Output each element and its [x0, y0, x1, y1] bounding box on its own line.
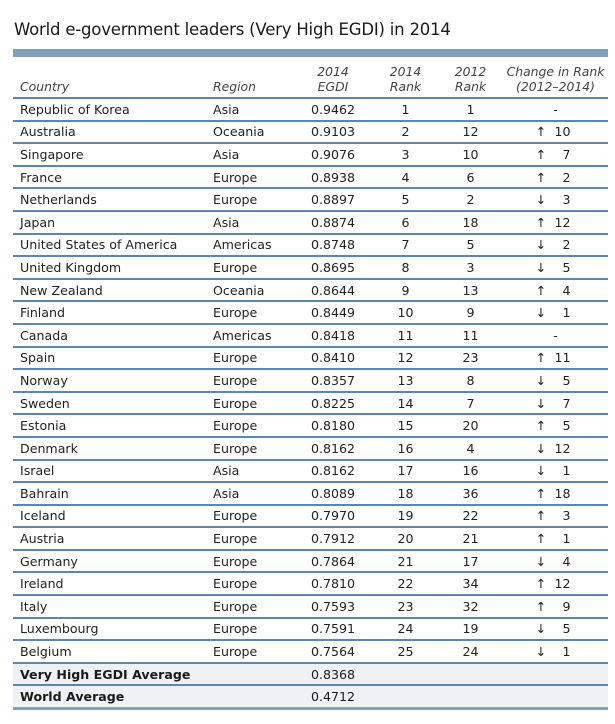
cell-rank-2014: 3 — [373, 143, 438, 166]
arrow-down-icon: ↓ — [535, 553, 547, 569]
cell-region: Asia — [213, 143, 293, 166]
table-row — [13, 347, 608, 370]
arrow-down-icon: ↓ — [535, 644, 547, 660]
change-value: 1 — [562, 644, 571, 660]
footer-empty — [373, 663, 438, 686]
cell-change — [503, 595, 608, 618]
table-row — [13, 324, 608, 347]
change-value: 9 — [562, 598, 571, 614]
cell-egdi: 0.8748 — [293, 234, 373, 257]
cell-country: Germany — [13, 550, 213, 573]
arrow-up-icon: ↑ — [535, 598, 547, 614]
arrow-up-icon: ↑ — [535, 418, 547, 434]
table-row — [13, 527, 608, 550]
cell-region: Europe — [213, 392, 293, 415]
change-value: 4 — [562, 553, 571, 569]
egdi-leaders-table — [13, 64, 608, 710]
cell-region: Europe — [213, 414, 293, 437]
footer-egdi: 0.8368 — [293, 663, 373, 686]
col-header-rank-2014: 2014 Rank — [373, 64, 438, 98]
arrow-up-icon: ↑ — [535, 214, 547, 230]
cell-egdi: 0.8162 — [293, 460, 373, 483]
cell-change — [503, 279, 608, 302]
cell-rank-2012: 23 — [438, 347, 503, 370]
arrow-up-icon: ↑ — [535, 350, 547, 366]
cell-rank-2014: 16 — [373, 437, 438, 460]
cell-rank-2014: 15 — [373, 414, 438, 437]
footer-empty — [503, 663, 608, 686]
change-value: 7 — [562, 146, 571, 162]
cell-rank-2012: 6 — [438, 166, 503, 189]
cell-region: Europe — [213, 595, 293, 618]
change-value: 2 — [562, 169, 571, 185]
cell-rank-2012: 9 — [438, 301, 503, 324]
cell-rank-2012: 36 — [438, 482, 503, 505]
cell-region: Europe — [213, 505, 293, 528]
cell-egdi: 0.8897 — [293, 188, 373, 211]
cell-change — [503, 640, 608, 663]
footer-label: Very High EGDI Average — [13, 663, 293, 686]
cell-country: New Zealand — [13, 279, 213, 302]
header-accent-bar — [13, 49, 608, 57]
cell-change — [503, 392, 608, 415]
cell-change — [503, 256, 608, 279]
table-row — [13, 618, 608, 641]
cell-rank-2012: 8 — [438, 369, 503, 392]
table-row — [13, 460, 608, 483]
cell-region: Oceania — [213, 279, 293, 302]
cell-change — [503, 482, 608, 505]
table-row — [13, 143, 608, 166]
table-row — [13, 98, 608, 121]
cell-change — [503, 618, 608, 641]
cell-region: Europe — [213, 166, 293, 189]
cell-rank-2014: 6 — [373, 211, 438, 234]
cell-egdi: 0.8410 — [293, 347, 373, 370]
cell-rank-2014: 1 — [373, 98, 438, 121]
cell-rank-2014: 14 — [373, 392, 438, 415]
cell-region: Asia — [213, 211, 293, 234]
cell-country: Israel — [13, 460, 213, 483]
cell-country: Belgium — [13, 640, 213, 663]
cell-rank-2014: 10 — [373, 301, 438, 324]
cell-country: Finland — [13, 301, 213, 324]
cell-rank-2012: 16 — [438, 460, 503, 483]
cell-egdi: 0.7593 — [293, 595, 373, 618]
cell-region: Europe — [213, 369, 293, 392]
cell-change — [503, 301, 608, 324]
arrow-down-icon: ↓ — [535, 395, 547, 411]
cell-egdi: 0.8357 — [293, 369, 373, 392]
cell-rank-2014: 25 — [373, 640, 438, 663]
cell-country: France — [13, 166, 213, 189]
arrow-down-icon: ↓ — [535, 237, 547, 253]
footer-row — [13, 685, 608, 708]
cell-country: Austria — [13, 527, 213, 550]
cell-egdi: 0.7591 — [293, 618, 373, 641]
cell-rank-2014: 17 — [373, 460, 438, 483]
cell-country: Ireland — [13, 572, 213, 595]
change-value: 1 — [562, 531, 571, 547]
cell-rank-2012: 19 — [438, 618, 503, 641]
arrow-up-icon: ↑ — [535, 485, 547, 501]
table-row — [13, 301, 608, 324]
table-row — [13, 369, 608, 392]
cell-region: Europe — [213, 572, 293, 595]
change-value: 11 — [554, 350, 571, 366]
cell-rank-2014: 5 — [373, 188, 438, 211]
cell-rank-2014: 11 — [373, 324, 438, 347]
cell-egdi: 0.8418 — [293, 324, 373, 347]
cell-change — [503, 505, 608, 528]
cell-rank-2012: 12 — [438, 121, 503, 144]
table-row — [13, 414, 608, 437]
cell-region: Asia — [213, 98, 293, 121]
cell-rank-2012: 20 — [438, 414, 503, 437]
change-value: 12 — [554, 214, 571, 230]
change-value: 5 — [562, 259, 571, 275]
cell-egdi: 0.9076 — [293, 143, 373, 166]
cell-egdi: 0.7970 — [293, 505, 373, 528]
cell-rank-2014: 7 — [373, 234, 438, 257]
cell-country: Sweden — [13, 392, 213, 415]
arrow-down-icon: ↓ — [535, 192, 547, 208]
cell-rank-2014: 2 — [373, 121, 438, 144]
cell-change — [503, 460, 608, 483]
cell-rank-2014: 20 — [373, 527, 438, 550]
cell-rank-2012: 10 — [438, 143, 503, 166]
change-value: 18 — [554, 485, 571, 501]
cell-region: Europe — [213, 347, 293, 370]
cell-rank-2012: 24 — [438, 640, 503, 663]
change-value: 2 — [562, 237, 571, 253]
cell-rank-2012: 4 — [438, 437, 503, 460]
header-row — [13, 64, 608, 98]
arrow-down-icon: ↓ — [535, 372, 547, 388]
footer-empty — [503, 685, 608, 708]
cell-change — [503, 98, 608, 121]
footer-row — [13, 663, 608, 686]
arrow-up-icon: ↑ — [535, 124, 547, 140]
arrow-down-icon: ↓ — [535, 259, 547, 275]
table-row — [13, 234, 608, 257]
cell-change — [503, 143, 608, 166]
cell-region: Europe — [213, 256, 293, 279]
cell-rank-2014: 23 — [373, 595, 438, 618]
change-value: 1 — [562, 305, 571, 321]
cell-egdi: 0.8089 — [293, 482, 373, 505]
cell-rank-2012: 32 — [438, 595, 503, 618]
cell-rank-2012: 17 — [438, 550, 503, 573]
cell-rank-2012: 5 — [438, 234, 503, 257]
cell-rank-2012: 18 — [438, 211, 503, 234]
table-row — [13, 550, 608, 573]
cell-country: Republic of Korea — [13, 98, 213, 121]
footer-empty — [438, 663, 503, 686]
cell-change — [503, 572, 608, 595]
col-header-country: Country — [13, 64, 213, 98]
arrow-down-icon: ↓ — [535, 305, 547, 321]
footer-egdi: 0.4712 — [293, 685, 373, 708]
no-change-dash: - — [553, 101, 558, 117]
cell-rank-2012: 22 — [438, 505, 503, 528]
arrow-down-icon: ↓ — [535, 440, 547, 456]
col-header-rank-2012: 2012 Rank — [438, 64, 503, 98]
change-value: 10 — [554, 124, 571, 140]
cell-country: Iceland — [13, 505, 213, 528]
cell-egdi: 0.7864 — [293, 550, 373, 573]
change-value: 5 — [562, 418, 571, 434]
change-value: 3 — [562, 508, 571, 524]
cell-change — [503, 369, 608, 392]
cell-change — [503, 211, 608, 234]
cell-country: Norway — [13, 369, 213, 392]
cell-rank-2014: 24 — [373, 618, 438, 641]
cell-rank-2014: 21 — [373, 550, 438, 573]
cell-region: Americas — [213, 324, 293, 347]
table-row — [13, 279, 608, 302]
cell-rank-2012: 34 — [438, 572, 503, 595]
cell-change — [503, 347, 608, 370]
cell-change — [503, 121, 608, 144]
table-row — [13, 121, 608, 144]
cell-rank-2014: 12 — [373, 347, 438, 370]
col-header-region: Region — [213, 64, 293, 98]
table-row — [13, 572, 608, 595]
cell-rank-2014: 13 — [373, 369, 438, 392]
arrow-up-icon: ↑ — [535, 508, 547, 524]
arrow-down-icon: ↓ — [535, 463, 547, 479]
footer-empty — [373, 685, 438, 708]
cell-rank-2012: 7 — [438, 392, 503, 415]
arrow-up-icon: ↑ — [535, 282, 547, 298]
table-row — [13, 505, 608, 528]
arrow-up-icon: ↑ — [535, 531, 547, 547]
cell-egdi: 0.8874 — [293, 211, 373, 234]
col-header-egdi: 2014 EGDI — [293, 64, 373, 98]
cell-change — [503, 324, 608, 347]
cell-region: Europe — [213, 618, 293, 641]
no-change-dash: - — [553, 327, 558, 343]
table-row — [13, 211, 608, 234]
table-row — [13, 437, 608, 460]
cell-region: Europe — [213, 640, 293, 663]
cell-rank-2014: 22 — [373, 572, 438, 595]
change-value: 5 — [562, 372, 571, 388]
table-title: World e-government leaders (Very High EGDI) in 2014 — [14, 20, 451, 39]
cell-egdi: 0.8225 — [293, 392, 373, 415]
cell-country: Italy — [13, 595, 213, 618]
cell-country: Denmark — [13, 437, 213, 460]
table-row — [13, 482, 608, 505]
change-value: 12 — [554, 440, 571, 456]
cell-change — [503, 188, 608, 211]
change-value: 3 — [562, 192, 571, 208]
cell-egdi: 0.8695 — [293, 256, 373, 279]
arrow-up-icon: ↑ — [535, 169, 547, 185]
cell-rank-2012: 1 — [438, 98, 503, 121]
table-row — [13, 166, 608, 189]
cell-region: Europe — [213, 437, 293, 460]
cell-rank-2014: 4 — [373, 166, 438, 189]
change-value: 5 — [562, 621, 571, 637]
cell-egdi: 0.8644 — [293, 279, 373, 302]
col-header-change-in-rank: Change in Rank (2012–2014) — [503, 64, 608, 98]
cell-change — [503, 414, 608, 437]
cell-egdi: 0.7810 — [293, 572, 373, 595]
cell-change — [503, 550, 608, 573]
cell-egdi: 0.9103 — [293, 121, 373, 144]
cell-change — [503, 527, 608, 550]
cell-egdi: 0.7564 — [293, 640, 373, 663]
cell-region: Europe — [213, 301, 293, 324]
cell-egdi: 0.9462 — [293, 98, 373, 121]
arrow-up-icon: ↑ — [535, 146, 547, 162]
cell-country: Japan — [13, 211, 213, 234]
cell-region: Asia — [213, 482, 293, 505]
cell-region: Europe — [213, 188, 293, 211]
cell-country: Australia — [13, 121, 213, 144]
cell-change — [503, 166, 608, 189]
cell-rank-2012: 13 — [438, 279, 503, 302]
cell-country: Luxembourg — [13, 618, 213, 641]
cell-rank-2012: 3 — [438, 256, 503, 279]
cell-rank-2012: 11 — [438, 324, 503, 347]
table-row — [13, 256, 608, 279]
change-value: 1 — [562, 463, 571, 479]
footer-label: World Average — [13, 685, 293, 708]
table-row — [13, 595, 608, 618]
cell-country: Netherlands — [13, 188, 213, 211]
cell-egdi: 0.8162 — [293, 437, 373, 460]
cell-egdi: 0.8449 — [293, 301, 373, 324]
cell-rank-2012: 21 — [438, 527, 503, 550]
change-value: 4 — [562, 282, 571, 298]
change-value: 7 — [562, 395, 571, 411]
cell-region: Asia — [213, 460, 293, 483]
cell-rank-2014: 8 — [373, 256, 438, 279]
table-row — [13, 188, 608, 211]
cell-rank-2014: 19 — [373, 505, 438, 528]
table-row — [13, 640, 608, 663]
cell-region: Oceania — [213, 121, 293, 144]
cell-region: Europe — [213, 550, 293, 573]
cell-change — [503, 437, 608, 460]
footer-empty — [438, 685, 503, 708]
cell-country: Spain — [13, 347, 213, 370]
cell-country: Canada — [13, 324, 213, 347]
cell-country: United Kingdom — [13, 256, 213, 279]
cell-country: Bahrain — [13, 482, 213, 505]
arrow-down-icon: ↓ — [535, 621, 547, 637]
cell-egdi: 0.8938 — [293, 166, 373, 189]
cell-change — [503, 234, 608, 257]
cell-region: Americas — [213, 234, 293, 257]
cell-rank-2014: 18 — [373, 482, 438, 505]
arrow-up-icon: ↑ — [535, 576, 547, 592]
cell-egdi: 0.7912 — [293, 527, 373, 550]
cell-rank-2014: 9 — [373, 279, 438, 302]
table-row — [13, 392, 608, 415]
cell-rank-2012: 2 — [438, 188, 503, 211]
change-value: 12 — [554, 576, 571, 592]
cell-egdi: 0.8180 — [293, 414, 373, 437]
cell-country: United States of America — [13, 234, 213, 257]
cell-country: Singapore — [13, 143, 213, 166]
cell-region: Europe — [213, 527, 293, 550]
cell-country: Estonia — [13, 414, 213, 437]
